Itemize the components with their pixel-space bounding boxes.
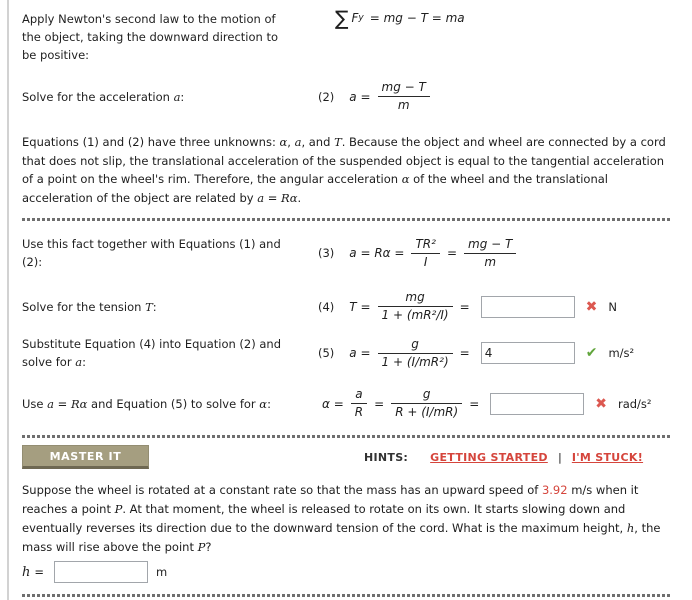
math-token: a = Rα = xyxy=(349,246,405,260)
height-answer-row xyxy=(22,561,674,583)
dotted-divider xyxy=(22,218,672,221)
fraction-numerator: a xyxy=(355,387,363,401)
equation-label: (3) xyxy=(318,246,335,260)
equation-alpha xyxy=(318,387,652,420)
fraction xyxy=(351,387,367,420)
equation-label: (4) xyxy=(318,299,335,314)
fraction-denominator: 1 + (I/mR²) xyxy=(378,353,453,370)
tension-input[interactable] xyxy=(481,296,575,318)
fraction xyxy=(378,290,453,323)
incorrect-icon: ✖ xyxy=(585,298,598,315)
explanation-paragraph: Equations (1) and (2) have three unknowns: α, a, and T. Because the object and wheel are connected by a cord that does not slip, the translational acceleration of the suspended object is equal to the tangential acceleration of a point on the wheel's rim. Therefore, the angular acceleration α of the wheel and the translational acceleration of the object are related by a = Rα. xyxy=(22,135,666,205)
equation-4 xyxy=(318,290,617,323)
acceleration-input[interactable] xyxy=(481,342,575,364)
dotted-divider xyxy=(22,594,672,597)
fraction-denominator: R xyxy=(351,403,367,420)
math-token: = mg − T = ma xyxy=(369,11,465,25)
fraction xyxy=(464,237,516,270)
math-subscript: y xyxy=(358,13,364,23)
equation-label: (5) xyxy=(318,346,335,360)
fraction xyxy=(378,337,453,370)
math-token: a = xyxy=(349,346,371,360)
getting-started-link[interactable]: GETTING STARTED xyxy=(430,450,548,464)
master-it-question: Suppose the wheel is rotated at a constant rate so that the mass has an upward speed of 3.92 m/s when it reaches a point P. At that moment, the wheel is released to rotate on its own. It starts slowing down and eventually reverses its direction due to the downward tension of the cord. What is the maximum height, h, the mass will rise above the point P? xyxy=(22,483,661,554)
math-token: a = xyxy=(349,89,371,104)
height-input[interactable] xyxy=(54,561,148,583)
fraction-denominator: R + (I/mR) xyxy=(391,403,462,420)
equation-2 xyxy=(318,80,430,113)
step-row-fact xyxy=(22,235,674,271)
math-token: F xyxy=(351,11,359,25)
equals-sign: = xyxy=(446,246,457,260)
fraction xyxy=(378,80,430,113)
fraction-denominator: 1 + (mR²/I) xyxy=(378,306,453,323)
step-row-tension xyxy=(22,290,674,323)
angular-acceleration-input[interactable] xyxy=(490,393,584,415)
prompt-use-ra: Use a = Rα and Equation (5) to solve for α: xyxy=(22,396,271,411)
link-separator: | xyxy=(557,450,562,464)
incorrect-icon: ✖ xyxy=(595,395,607,412)
unit-label: m/s² xyxy=(608,346,635,360)
fraction-numerator: mg − T xyxy=(468,236,513,251)
im-stuck-link[interactable]: I'M STUCK! xyxy=(571,450,644,464)
math-token: T = xyxy=(349,299,371,314)
unit-label: m xyxy=(156,565,168,579)
prompt-newton: Apply Newton's second law to the motion of the object, taking the downward direction to be positive: xyxy=(22,12,279,62)
step-row-newton xyxy=(22,6,674,64)
equals-sign: = xyxy=(34,565,45,579)
hints-group xyxy=(364,451,643,464)
hints-label: HINTS: xyxy=(364,450,409,464)
fraction xyxy=(411,237,439,270)
fraction-numerator: g xyxy=(422,387,431,401)
step-row-alpha xyxy=(22,387,674,420)
correct-icon: ✔ xyxy=(585,345,598,361)
equals-sign: = xyxy=(374,396,385,411)
sigma-symbol: ∑ xyxy=(335,6,349,30)
equation-sum xyxy=(318,8,465,28)
unit-label: N xyxy=(608,299,618,314)
prompt-substitute: Substitute Equation (4) into Equation (2) and solve for a: xyxy=(22,337,282,369)
prompt-solve-tension: Solve for the tension T: xyxy=(22,299,157,314)
unit-label: rad/s² xyxy=(617,396,652,411)
math-token: α = xyxy=(322,396,344,411)
equation-5 xyxy=(318,337,634,370)
math-token: h xyxy=(22,564,31,580)
step-row-acceleration xyxy=(22,80,674,113)
prompt-solve-acceleration: Solve for the acceleration a: xyxy=(22,89,185,104)
equation-3 xyxy=(318,237,516,270)
prompt-use-fact: Use this fact together with Equations (1) and (2): xyxy=(22,237,281,269)
equation-label: (2) xyxy=(318,89,335,104)
step-row-substitute xyxy=(22,335,674,371)
dotted-divider xyxy=(22,435,672,438)
fraction xyxy=(391,387,462,420)
fraction-numerator: mg xyxy=(405,290,425,304)
master-it-button[interactable]: MASTER IT xyxy=(22,445,149,469)
fraction-numerator: g xyxy=(411,336,419,351)
assignment-panel xyxy=(7,0,692,600)
equals-sign: = xyxy=(459,299,470,314)
fraction-denominator: m xyxy=(378,96,430,113)
fraction-denominator: m xyxy=(464,253,516,270)
equals-sign: = xyxy=(459,346,470,360)
fraction-numerator: mg − T xyxy=(381,80,426,94)
equals-sign: = xyxy=(469,396,480,411)
fraction-denominator: I xyxy=(411,253,439,270)
master-hints-row xyxy=(22,445,674,469)
fraction-numerator: TR² xyxy=(415,236,436,251)
